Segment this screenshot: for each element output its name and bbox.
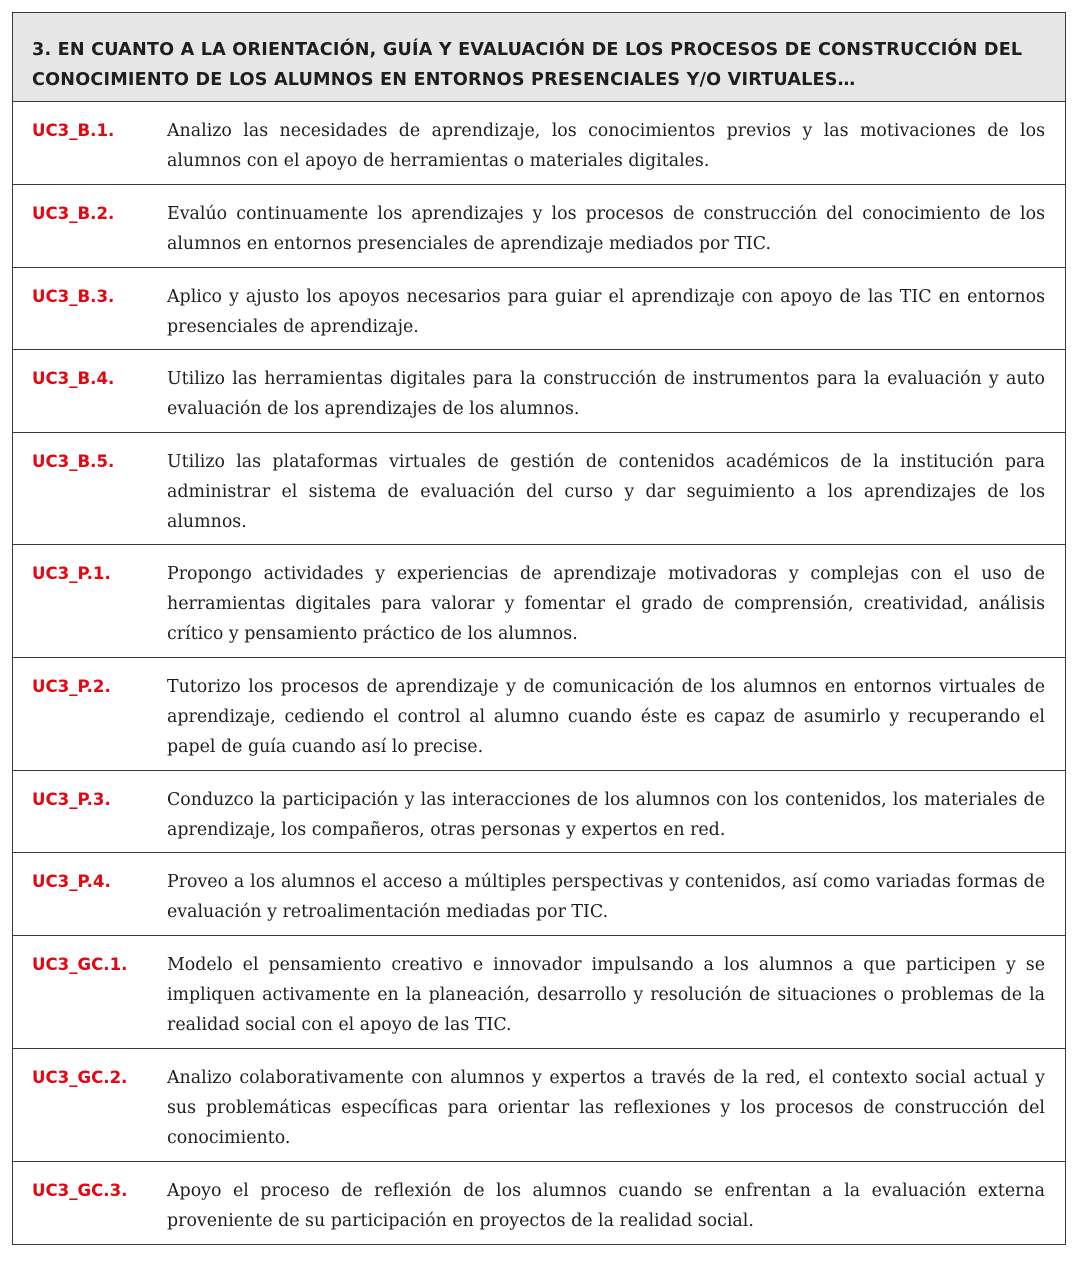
row-text: Utilizo las herramientas digitales para la construcción de instrumentos para la evaluación y auto evaluación de los aprendizajes de los alumnos. xyxy=(167,369,1045,419)
table-row xyxy=(13,102,1065,185)
competency-table xyxy=(12,12,1066,1245)
row-text: Apoyo el proceso de reflexión de los alumnos cuando se enfrentan a la evaluación externa proveniente de su participación en proyectos de la realidad social. xyxy=(167,1181,1045,1231)
row-text: Proveo a los alumnos el acceso a múltiples perspectivas y contenidos, así como variadas formas de evaluación y retroalimentación mediadas por TIC. xyxy=(167,872,1045,922)
table-row xyxy=(13,658,1065,771)
row-code: UC3_B.4. xyxy=(32,369,115,388)
table-row xyxy=(13,936,1065,1049)
table-row xyxy=(13,1049,1065,1162)
row-text: Tutorizo los procesos de aprendizaje y de comunicación de los alumnos en entornos virtuales de aprendizaje, cediendo el control al alumno cuando éste es capaz de asumirlo y recuperando el papel de guía cuando así lo precise. xyxy=(167,677,1045,757)
row-code: UC3_B.2. xyxy=(32,204,115,223)
section-title-line-1: 3. EN CUANTO A LA ORIENTACIÓN, GUÍA Y EVALUACIÓN DE LOS PROCESOS DE CONSTRUCCIÓN DEL xyxy=(32,40,1023,60)
row-text: Conduzco la participación y las interacciones de los alumnos con los contenidos, los materiales de aprendizaje, los compañeros, otras personas y expertos en red. xyxy=(167,790,1045,840)
row-text: Analizo colaborativamente con alumnos y expertos a través de la red, el contexto social actual y sus problemáticas específicas para orientar las reflexiones y los procesos de construcción del conocimiento. xyxy=(167,1068,1045,1148)
row-code: UC3_P.4. xyxy=(32,872,111,891)
section-header xyxy=(13,13,1065,102)
row-text: Utilizo las plataformas virtuales de gestión de contenidos académicos de la institución para administrar el sistema de evaluación del curso y dar seguimiento a los aprendizajes de los alumnos. xyxy=(167,452,1045,532)
row-code: UC3_GC.3. xyxy=(32,1181,128,1200)
table-row xyxy=(13,268,1065,350)
row-code: UC3_GC.1. xyxy=(32,955,128,974)
row-code: UC3_GC.2. xyxy=(32,1068,128,1087)
table-row xyxy=(13,1162,1065,1244)
table-row xyxy=(13,545,1065,658)
row-code: UC3_B.3. xyxy=(32,287,115,306)
row-text: Evalúo continuamente los aprendizajes y los procesos de construcción del conocimiento de los alumnos en entornos presenciales de aprendizaje mediados por TIC. xyxy=(167,204,1045,254)
table-row xyxy=(13,185,1065,268)
table-row xyxy=(13,433,1065,545)
table-row xyxy=(13,853,1065,936)
row-code: UC3_P.1. xyxy=(32,564,111,583)
row-code: UC3_B.5. xyxy=(32,452,115,471)
table-row xyxy=(13,350,1065,433)
row-text: Analizo las necesidades de aprendizaje, los conocimientos previos y las motivaciones de los alumnos con el apoyo de herramientas o materiales digitales. xyxy=(167,121,1045,171)
row-text: Propongo actividades y experiencias de aprendizaje motivadoras y complejas con el uso de herramientas digitales para valorar y fomentar el grado de comprensión, creatividad, análisis crítico y pensamiento práctico de los alumnos. xyxy=(167,564,1045,644)
row-text: Modelo el pensamiento creativo e innovador impulsando a los alumnos a que participen y se impliquen activamente en la planeación, desarrollo y resolución de situaciones o problemas de la realidad social con el apoyo de las TIC. xyxy=(167,955,1045,1035)
table-row xyxy=(13,771,1065,853)
row-code: UC3_P.3. xyxy=(32,790,111,809)
row-code: UC3_B.1. xyxy=(32,121,115,140)
row-code: UC3_P.2. xyxy=(32,677,111,696)
row-text: Aplico y ajusto los apoyos necesarios para guiar el aprendizaje con apoyo de las TIC en entornos presenciales de aprendizaje. xyxy=(167,287,1045,337)
section-title-line-2: CONOCIMIENTO DE LOS ALUMNOS EN ENTORNOS PRESENCIALES Y/O VIRTUALES… xyxy=(32,70,856,90)
